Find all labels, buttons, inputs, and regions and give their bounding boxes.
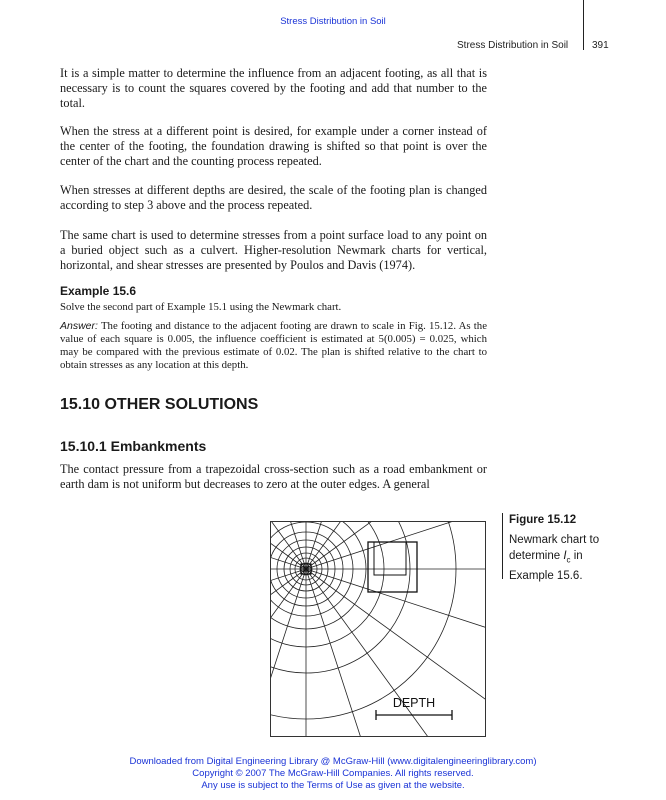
chart-ray: [306, 569, 482, 737]
section-heading: 15.10 OTHER SOLUTIONS: [60, 396, 259, 413]
footer-line-3[interactable]: Any use is subject to the Terms of Use as given at the website.: [201, 780, 465, 791]
subsection-heading: 15.10.1 Embankments: [60, 438, 207, 454]
caption-post: in: [570, 550, 583, 562]
header-divider: [583, 0, 584, 50]
answer-label: Answer:: [60, 320, 98, 332]
figure-caption-title: Figure 15.12: [509, 514, 577, 526]
chart-ring: [270, 521, 366, 629]
depth-label: DEPTH: [392, 696, 436, 710]
answer-text: The footing and distance to the adjacent footing are drawn to scale in Fig. 15.12. As the value of each square is 0.005, the influence coefficient is estimated at 5(0.005) = 0.025, which may be compared with the previous estimate of 0.02. The plan is shifted relative to the chart to obtain stresses as any location at this depth.: [60, 320, 488, 371]
top-header-link[interactable]: Stress Distribution in Soil: [280, 16, 386, 27]
running-head: Stress Distribution in Soil: [457, 40, 569, 51]
caption-subscript: c: [566, 555, 571, 565]
example-title: Example 15.6: [60, 284, 137, 298]
footer-line-1[interactable]: Downloaded from Digital Engineering Library @ McGraw-Hill (www.digitalengineeringlibrary.com): [129, 756, 537, 767]
chart-ray: [270, 521, 306, 569]
newmark-chart: [270, 521, 486, 737]
caption-rule: [502, 513, 503, 579]
footer-line-2[interactable]: Copyright © 2007 The McGraw-Hill Companies. All rights reserved.: [192, 768, 474, 779]
paragraph-4: The same chart is used to determine stresses from a point surface load to any point on a buried object such as a culvert. Higher-resolution Newmark charts for vertical, horizontal, and shear stresses are presented by Poulos and Davis (1974).: [60, 228, 487, 272]
example-answer: [60, 320, 487, 372]
paragraph-3: When stresses at different depths are desired, the scale of the footing plan is changed according to step 3 above and the process repeated.: [60, 183, 487, 212]
caption-pre: determine: [509, 550, 564, 562]
caption-line-2: [509, 548, 629, 568]
example-statement: Solve the second part of Example 15.1 using the Newmark chart.: [60, 301, 342, 313]
paragraph-2: When the stress at a different point is desired, for example under a corner instead of the center of the footing, the foundation drawing is shifted so that point is over the center of the chart and the counting process repeated.: [60, 124, 487, 168]
chart-circles: [270, 521, 456, 719]
figure-caption-text: [509, 532, 629, 584]
page-number: 391: [592, 40, 609, 51]
chart-ray: [306, 521, 486, 569]
paragraph-1: It is a simple matter to determine the influence from an adjacent footing, as all that is necessary is to count the squares covered by the footing and add that number to the total.: [60, 66, 487, 110]
caption-line-1: Newmark chart to: [509, 534, 600, 546]
caption-line-3: Example 15.6.: [509, 570, 583, 583]
chart-ray: [270, 569, 306, 737]
chart-ray: [306, 521, 486, 569]
footing-plan-small: [374, 542, 406, 575]
caption-symbol: I: [563, 550, 567, 562]
chart-ray: [306, 569, 486, 662]
paragraph-embankments: The contact pressure from a trapezoidal cross-section such as a road embankment or earth dam is not uniform but decreases to zero at the outer edges. A general: [60, 462, 487, 491]
newmark-chart-figure: [270, 521, 486, 737]
